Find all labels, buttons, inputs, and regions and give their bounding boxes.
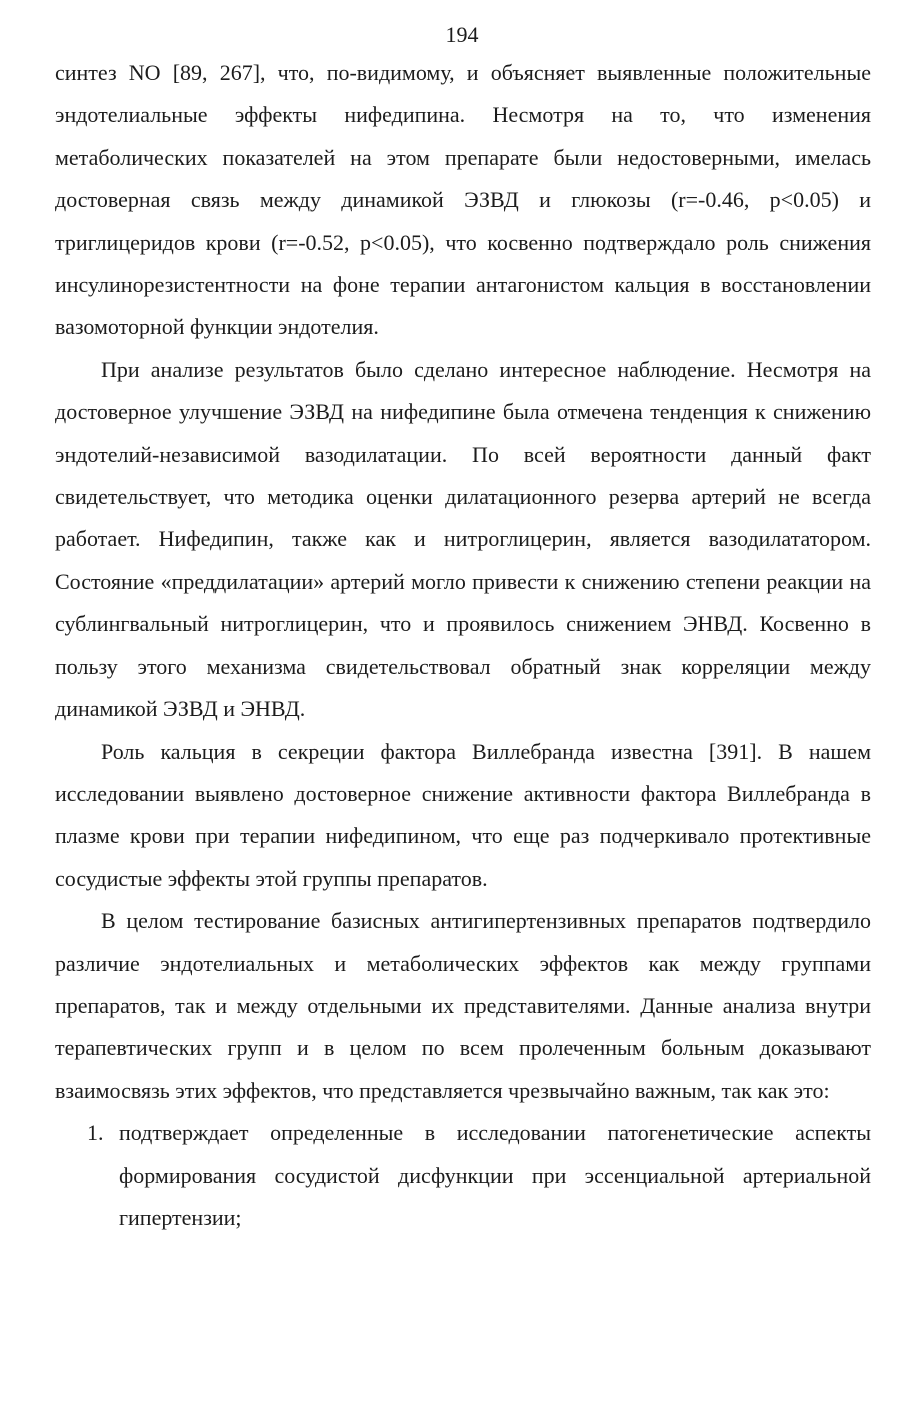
list-item <box>55 1112 871 1239</box>
paragraph-continuation: синтез NO [89, 267], что, по-видимому, и объясняет выявленные положительные эндотелиальные эффекты нифедипина. Несмотря на то, что изменения метаболических показателей на этом препарате были недостоверными, имелась достоверная связь между динамикой ЭЗВД и глюкозы (r=-0.46, p<0.05) и триглицеридов крови (r=-0.52, p<0.05), что косвенно подтверждало роль снижения инсулинорезистентности на фоне терапии антагонистом кальция в восстановлении вазомоторной функции эндотелия. <box>55 60 871 340</box>
paragraph-analysis-observation: При анализе результатов было сделано интересное наблюдение. Несмотря на достоверное улучшение ЭЗВД на нифедипине была отмечена тенденция к снижению эндотелий-независимой вазодилатации. По всей вероятности данный факт свидетельствует, что методика оценки дилатационного резерва артерий не всегда работает. Нифедипин, также как и нитроглицерин, является вазодилататором. Состояние «преддилатации» артерий могло привести к снижению степени реакции на сублингвальный нитроглицерин, что и проявилось снижением ЭНВД. Косвенно в пользу этого механизма свидетельствовал обратный знак корреляции между динамикой ЭЗВД и ЭНВД. <box>55 356 871 722</box>
document-body <box>55 52 871 1239</box>
list-item-text: подтверждает определенные в исследовании патогенетические аспекты формирования сосудистой дисфункции при эссенциальной артериальной гипертензии; <box>119 1120 871 1230</box>
paragraph-willebrand-factor: Роль кальция в секреции фактора Виллебранда известна [391]. В нашем исследовании выявлено достоверное снижение активности фактора Виллебранда в плазме крови при терапии нифедипином, что еще раз подчеркивало протективные сосудистые эффекты этой группы препаратов. <box>55 738 871 891</box>
numbered-list <box>55 1112 871 1239</box>
page-number: 194 <box>445 22 479 47</box>
paragraph-conclusion: В целом тестирование базисных антигипертензивных препаратов подтвердило различие эндотелиальных и метаболических эффектов как между группами препаратов, так и между отдельными их представителями. Данные анализа внутри терапевтических групп и в целом по всем пролеченным больным доказывают взаимосвязь этих эффектов, что представляется чрезвычайно важным, так как это: <box>55 908 871 1103</box>
list-item-number: 1. <box>87 1120 104 1146</box>
